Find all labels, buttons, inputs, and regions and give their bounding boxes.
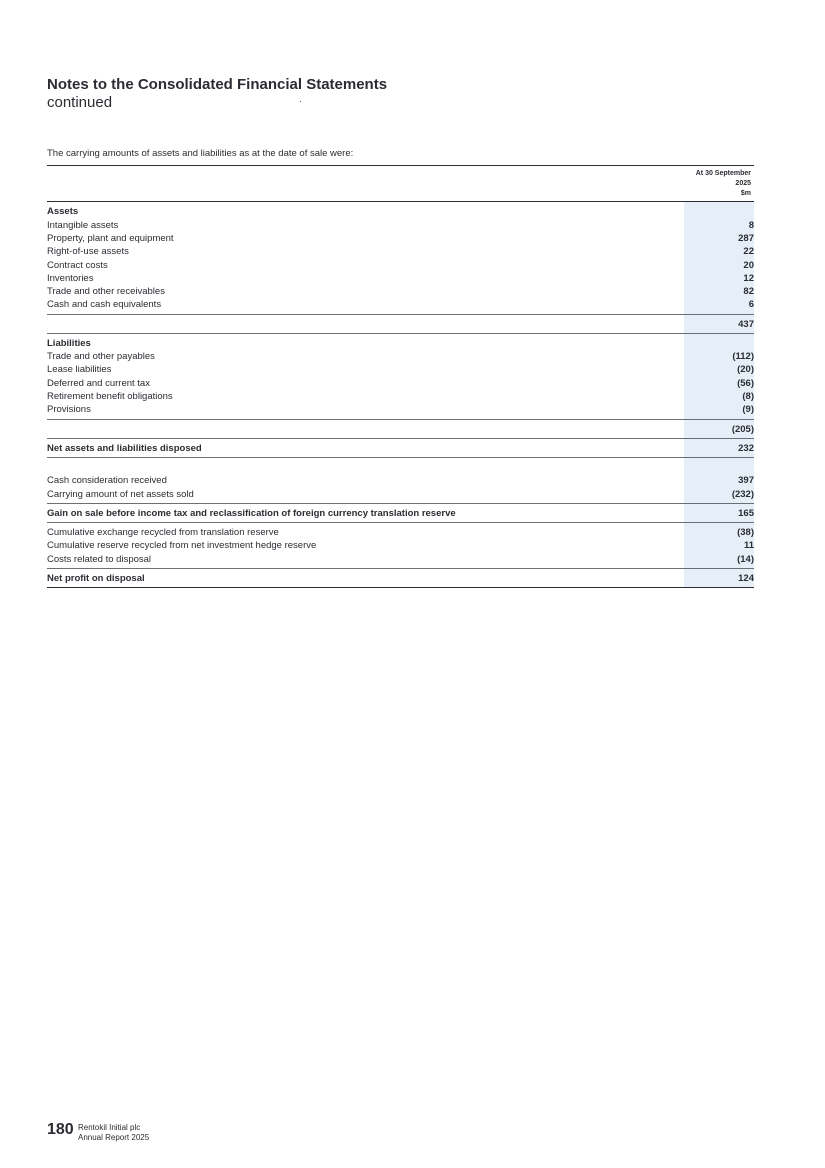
row-value: (112) (732, 351, 754, 362)
subtotal-row (47, 318, 754, 331)
subtotal-rule (47, 419, 754, 420)
footer-report: Annual Report 2025 (78, 1133, 150, 1142)
table-row (47, 526, 754, 539)
table-row (47, 390, 754, 403)
total-row (47, 507, 754, 520)
row-value: 165 (738, 508, 754, 519)
subtotal-rule (47, 503, 754, 504)
subtotal-rule (47, 333, 754, 334)
subtotal-rule (47, 568, 754, 569)
row-label: Right-of-use assets (47, 246, 129, 257)
table-intro: The carrying amounts of assets and liabilities as at the date of sale were: (47, 148, 354, 159)
row-label: Trade and other payables (47, 351, 155, 362)
table-row (47, 488, 754, 501)
table-row (47, 377, 754, 390)
table-row (47, 403, 754, 416)
row-value: 20 (743, 260, 754, 271)
subtotal-rule (47, 522, 754, 523)
row-label: Cumulative exchange recycled from translation reserve (47, 527, 279, 538)
table-row (47, 298, 754, 311)
row-value: (8) (742, 391, 754, 402)
row-label: Provisions (47, 404, 91, 415)
row-value: (232) (731, 489, 754, 500)
row-value: (20) (737, 364, 754, 375)
subtotal-rule (47, 314, 754, 315)
row-label: Net assets and liabilities disposed (47, 443, 202, 454)
row-value: 12 (743, 273, 754, 284)
subtotal-rule (47, 438, 754, 439)
total-row (47, 572, 754, 585)
row-value: (14) (737, 554, 754, 565)
table-row (47, 245, 754, 258)
total-row (47, 442, 754, 455)
table-row (47, 259, 754, 272)
row-value: 6 (748, 299, 754, 310)
row-value: 287 (738, 233, 754, 244)
row-value: (9) (742, 404, 754, 415)
header-bottom-rule (47, 201, 754, 202)
subtotal-row (47, 423, 754, 436)
row-label: Cumulative reserve recycled from net investment hedge reserve (47, 540, 317, 551)
row-label: Carrying amount of net assets sold (47, 489, 194, 500)
table-row (47, 272, 754, 285)
row-value: 124 (738, 573, 754, 584)
row-value: 82 (743, 286, 754, 297)
table-bottom-rule (47, 587, 754, 588)
row-label: Retirement benefit obligations (47, 391, 173, 402)
column-header-unit: $m (740, 190, 751, 197)
row-label: Property, plant and equipment (47, 233, 174, 244)
page-title: Notes to the Consolidated Financial Statements (47, 76, 388, 93)
row-value: (56) (737, 378, 754, 389)
row-value: 22 (743, 246, 754, 257)
row-value: 8 (748, 220, 754, 231)
page-number: 180 (47, 1121, 74, 1138)
row-value: 11 (743, 540, 754, 551)
row-label: Costs related to disposal (47, 554, 152, 565)
row-label: Cash consideration received (47, 475, 167, 486)
row-label: Cash and cash equivalents (47, 299, 162, 310)
row-label: Intangible assets (47, 220, 119, 231)
column-header-date: At 30 September (695, 170, 751, 177)
table-row (47, 539, 754, 552)
table-row (47, 337, 754, 350)
table-row (47, 363, 754, 376)
row-label: Inventories (47, 273, 94, 284)
row-label: Lease liabilities (47, 364, 112, 375)
total-rule (47, 457, 754, 458)
table-row (47, 205, 754, 218)
row-value: 397 (738, 475, 754, 486)
row-label: Net profit on disposal (47, 573, 145, 584)
row-label: Contract costs (47, 260, 108, 271)
table-row (47, 285, 754, 298)
row-label: Gain on sale before income tax and reclassification of foreign currency translation reserve (47, 508, 456, 519)
footer-company: Rentokil Initial plc (78, 1123, 141, 1132)
row-value: 437 (738, 319, 754, 330)
row-value: (205) (731, 424, 754, 435)
row-value: (38) (737, 527, 754, 538)
table-row (47, 219, 754, 232)
page-subtitle: continued (47, 94, 113, 111)
footer-publication (78, 1123, 149, 1143)
stray-dot (300, 101, 301, 102)
row-label: Assets (47, 206, 79, 217)
table-row (47, 553, 754, 566)
table-row (47, 350, 754, 363)
table-row (47, 474, 754, 487)
row-label: Deferred and current tax (47, 378, 150, 389)
row-label: Trade and other receivables (47, 286, 165, 297)
table-top-rule (47, 165, 754, 166)
table-row (47, 232, 754, 245)
row-value: 232 (738, 443, 754, 454)
column-header-year: 2025 (735, 180, 751, 187)
row-label: Liabilities (47, 338, 91, 349)
